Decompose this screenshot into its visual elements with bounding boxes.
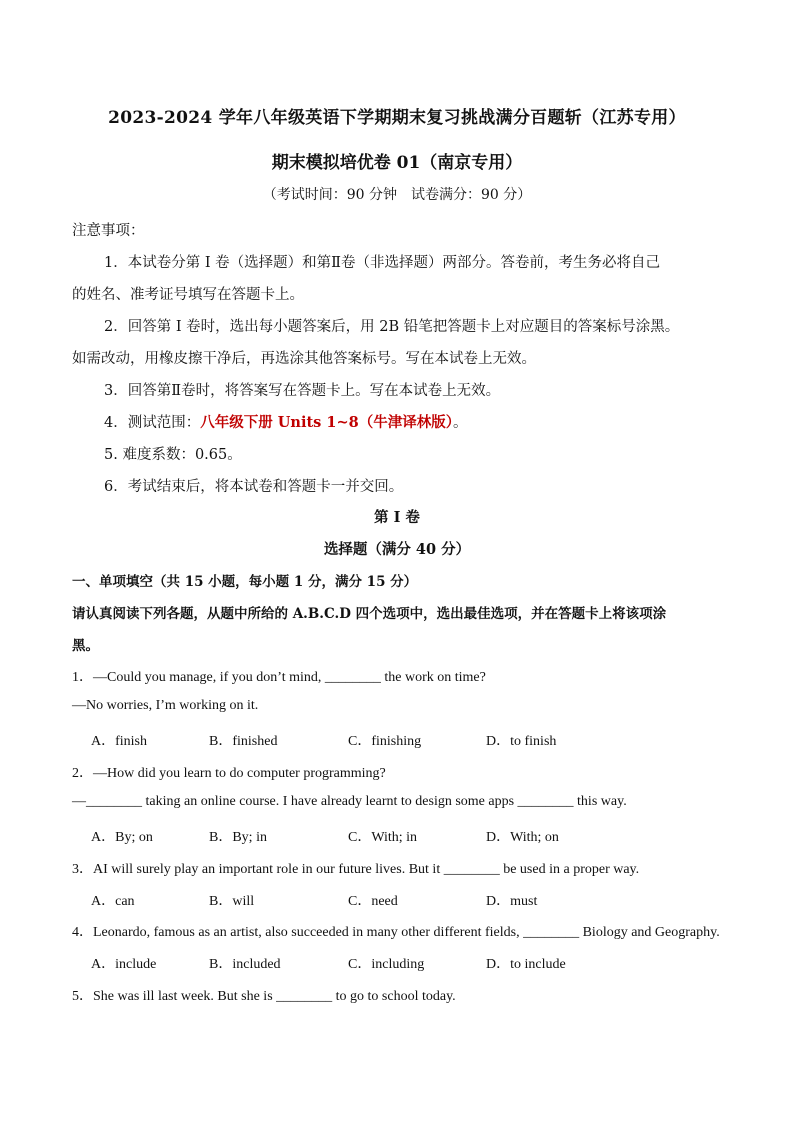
q3-option-c[interactable]: C．need xyxy=(348,894,398,909)
note-5: 5. 难度系数：0.65。 xyxy=(104,447,242,463)
note-4-prefix: 4．测试范围： xyxy=(104,415,201,431)
q3-option-d[interactable]: D．must xyxy=(486,894,538,909)
exam-subtitle: 期末模拟培优卷 01（南京专用） xyxy=(271,153,523,173)
q4-option-a[interactable]: A．include xyxy=(91,957,157,972)
section-instruction-2: 黑。 xyxy=(72,638,99,654)
note-1-line-2: 的姓名、准考证号填写在答题卡上。 xyxy=(72,287,304,303)
note-6: 6．考试结束后，将本试卷和答题卡一并交回。 xyxy=(104,479,404,495)
question-5-stem: 5．She was ill last week. But she is ________ to go to school today. xyxy=(72,989,456,1004)
q1-option-d[interactable]: D．to finish xyxy=(486,734,557,749)
q2-option-b[interactable]: B．By; in xyxy=(209,830,267,845)
question-4-stem: 4．Leonardo, famous as an artist, also succeeded in many other different fields, ________ Biology and Geography. xyxy=(72,925,720,940)
section-heading: 一、单项填空（共 15 小题，每小题 1 分，满分 15 分） xyxy=(72,574,418,590)
question-2-stem: 2．—How did you learn to do computer programming? xyxy=(72,766,386,781)
q1-option-a[interactable]: A．finish xyxy=(91,734,147,749)
q4-option-d[interactable]: D．to include xyxy=(486,957,566,972)
notes-heading: 注意事项： xyxy=(72,223,145,239)
q1-option-b[interactable]: B．finished xyxy=(209,734,278,749)
section-instruction-1: 请认真阅读下列各题，从题中所给的 A.B.C.D 四个选项中，选出最佳选项，并在答题卡上将该项涂 xyxy=(72,606,667,622)
note-2-line-1: 2．回答第 I 卷时，选出每小题答案后，用 2B 铅笔把答题卡上对应题目的答案标号涂黑。 xyxy=(104,319,680,335)
note-1-line-1: 1．本试卷分第 I 卷（选择题）和第Ⅱ卷（非选择题）两部分。答卷前，考生务必将自己 xyxy=(104,255,661,271)
note-3: 3．回答第Ⅱ卷时，将答案写在答题卡上。写在本试卷上无效。 xyxy=(104,383,501,399)
q4-option-c[interactable]: C．including xyxy=(348,957,425,972)
question-1-reply: —No worries, I’m working on it. xyxy=(72,698,259,713)
part-heading: 第 I 卷 xyxy=(374,509,420,526)
part-subheading: 选择题（满分 40 分） xyxy=(323,541,471,558)
q4-option-b[interactable]: B．included xyxy=(209,957,281,972)
q2-option-c[interactable]: C．With; in xyxy=(348,830,418,845)
q3-option-b[interactable]: B．will xyxy=(209,894,255,909)
note-4-suffix: 。 xyxy=(452,415,468,431)
question-1-stem: 1．—Could you manage, if you don’t mind, ________ the work on time? xyxy=(72,670,486,685)
q2-option-a[interactable]: A．By; on xyxy=(91,830,153,845)
q1-option-c[interactable]: C．finishing xyxy=(348,734,422,749)
exam-time-info: （考试时间：90 分钟 试卷满分：90 分） xyxy=(262,187,532,203)
q2-option-d[interactable]: D．With; on xyxy=(486,830,559,845)
question-2-reply: —________ taking an online course. I have already learnt to design some apps ________ this way. xyxy=(72,794,627,809)
note-2-line-2: 如需改动，用橡皮擦干净后，再选涂其他答案标号。写在本试卷上无效。 xyxy=(72,351,536,367)
note-4-scope: 八年级下册 Units 1~8（牛津译林版） xyxy=(200,414,453,431)
question-3-stem: 3．AI will surely play an important role in our future lives. But it ________ be used in a proper way. xyxy=(72,862,640,877)
exam-title: 2023-2024 学年八年级英语下学期期末复习挑战满分百题斩（江苏专用） xyxy=(108,108,686,128)
q3-option-a[interactable]: A．can xyxy=(91,894,135,909)
note-4 xyxy=(104,411,467,432)
